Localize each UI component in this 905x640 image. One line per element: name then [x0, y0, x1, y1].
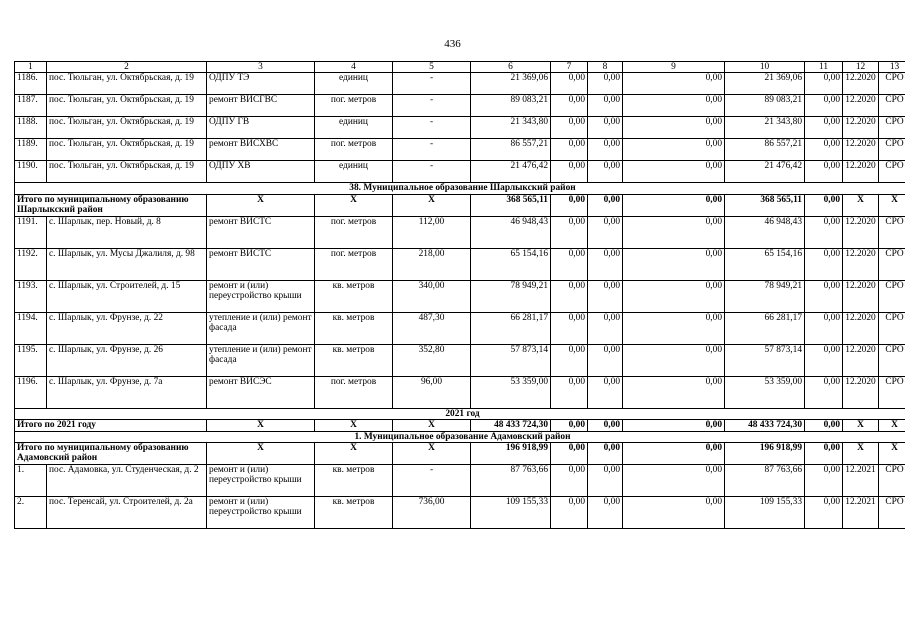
table-cell: с. Шарлык, ул. Фрунзе, д. 7а: [47, 376, 207, 408]
table-cell: 0,00: [551, 95, 588, 117]
table-cell: единиц: [315, 161, 393, 183]
table-cell: пог. метров: [315, 376, 393, 408]
table-cell: 1195.: [15, 344, 47, 376]
table-cell: 0,00: [551, 312, 588, 344]
table-cell: 0,00: [623, 344, 725, 376]
table-row: [15, 117, 905, 139]
table-cell: СРО: [879, 312, 905, 344]
table-cell: ремонт ВИСТС: [207, 216, 315, 248]
table-cell: 736,00: [393, 497, 471, 529]
table-cell: 0,00: [551, 465, 588, 497]
table-cell: СРО: [879, 465, 905, 497]
total-row: [15, 420, 905, 431]
total-cell: 0,00: [551, 443, 588, 465]
table-cell: 0,00: [588, 497, 623, 529]
column-number-1: 1: [15, 62, 47, 73]
table-cell: -: [393, 161, 471, 183]
table-cell: пос. Тюльган, ул. Октябрьская, д. 19: [47, 161, 207, 183]
table-cell: 12.2020: [843, 117, 879, 139]
table-row: [15, 376, 905, 408]
column-number-3: 3: [207, 62, 315, 73]
table-cell: 86 557,21: [471, 139, 551, 161]
table-cell: СРО: [879, 376, 905, 408]
table-cell: 86 557,21: [725, 139, 805, 161]
total-row: [15, 194, 905, 216]
total-cell: 0,00: [623, 420, 725, 431]
table-cell: утепление и (или) ремонт фасада: [207, 312, 315, 344]
table-cell: 0,00: [588, 376, 623, 408]
total-cell: X: [879, 420, 905, 431]
total-label: Итого по муниципальному образованию Шарлыкский район: [15, 194, 207, 216]
table-cell: пос. Теренсай, ул. Строителей, д. 2а: [47, 497, 207, 529]
table-cell: 66 281,17: [725, 312, 805, 344]
table-cell: с. Шарлык, ул. Фрунзе, д. 22: [47, 312, 207, 344]
total-label: Итого по муниципальному образованию Адамовский район: [15, 443, 207, 465]
table-cell: пос. Тюльган, ул. Октябрьская, д. 19: [47, 117, 207, 139]
table-cell: 0,00: [623, 497, 725, 529]
table-cell: 1189.: [15, 139, 47, 161]
total-cell: X: [393, 194, 471, 216]
table-cell: СРО: [879, 117, 905, 139]
table-cell: кв. метров: [315, 465, 393, 497]
table-cell: 57 873,14: [725, 344, 805, 376]
table-cell: 21 476,42: [725, 161, 805, 183]
table-cell: 0,00: [588, 344, 623, 376]
table-cell: 0,00: [551, 248, 588, 280]
table-row: [15, 344, 905, 376]
table-cell: -: [393, 465, 471, 497]
total-cell: 368 565,11: [471, 194, 551, 216]
table-cell: ОДПУ ГВ: [207, 117, 315, 139]
table-cell: 78 949,21: [471, 280, 551, 312]
table-cell: 0,00: [551, 376, 588, 408]
table-cell: 53 359,00: [471, 376, 551, 408]
column-number-9: 9: [623, 62, 725, 73]
table-cell: 96,00: [393, 376, 471, 408]
total-cell: X: [879, 194, 905, 216]
table-cell: -: [393, 139, 471, 161]
table-cell: 12.2021: [843, 497, 879, 529]
table-cell: 0,00: [805, 139, 843, 161]
table-cell: 0,00: [623, 95, 725, 117]
table-cell: 1192.: [15, 248, 47, 280]
table-cell: 0,00: [623, 139, 725, 161]
total-cell: X: [843, 420, 879, 431]
table-cell: 112,00: [393, 216, 471, 248]
table-cell: 0,00: [805, 280, 843, 312]
table-body: [15, 62, 905, 529]
table-cell: кв. метров: [315, 497, 393, 529]
table-row: [15, 73, 905, 95]
table-cell: ОДПУ ТЭ: [207, 73, 315, 95]
table-cell: 12.2021: [843, 465, 879, 497]
table-cell: 12.2020: [843, 95, 879, 117]
table-cell: 21 476,42: [471, 161, 551, 183]
table-cell: ремонт ВИСГВС: [207, 95, 315, 117]
table-cell: 1190.: [15, 161, 47, 183]
table-row: [15, 465, 905, 497]
table-cell: 0,00: [551, 280, 588, 312]
total-cell: 48 433 724,30: [471, 420, 551, 431]
table-cell: 0,00: [551, 139, 588, 161]
table-cell: 0,00: [805, 312, 843, 344]
total-cell: X: [207, 443, 315, 465]
total-cell: X: [315, 194, 393, 216]
column-number-7: 7: [551, 62, 588, 73]
total-cell: X: [315, 420, 393, 431]
table-cell: СРО: [879, 139, 905, 161]
table-cell: 1194.: [15, 312, 47, 344]
total-cell: X: [393, 420, 471, 431]
page-number: 436: [444, 38, 461, 50]
table-cell: 0,00: [623, 117, 725, 139]
table-cell: с. Шарлык, пер. Новый, д. 8: [47, 216, 207, 248]
table-cell: 0,00: [623, 248, 725, 280]
table-cell: 12.2020: [843, 280, 879, 312]
total-cell: X: [843, 443, 879, 465]
total-cell: X: [207, 194, 315, 216]
table-cell: пог. метров: [315, 139, 393, 161]
table-cell: 21 343,80: [725, 117, 805, 139]
table-cell: пос. Тюльган, ул. Октябрьская, д. 19: [47, 73, 207, 95]
table-cell: 87 763,66: [725, 465, 805, 497]
total-row: [15, 443, 905, 465]
table-cell: 0,00: [623, 376, 725, 408]
table-cell: СРО: [879, 95, 905, 117]
table-cell: 78 949,21: [725, 280, 805, 312]
table-cell: 0,00: [805, 117, 843, 139]
table-cell: 0,00: [588, 248, 623, 280]
table-cell: СРО: [879, 497, 905, 529]
table-cell: кв. метров: [315, 312, 393, 344]
table-cell: 66 281,17: [471, 312, 551, 344]
total-cell: X: [315, 443, 393, 465]
table-cell: 12.2020: [843, 216, 879, 248]
table-cell: СРО: [879, 344, 905, 376]
table-cell: СРО: [879, 161, 905, 183]
table-cell: 0,00: [623, 73, 725, 95]
table-cell: 65 154,16: [471, 248, 551, 280]
table-cell: -: [393, 117, 471, 139]
table-cell: 0,00: [805, 344, 843, 376]
total-cell: 0,00: [588, 443, 623, 465]
table-cell: СРО: [879, 216, 905, 248]
table-cell: СРО: [879, 280, 905, 312]
table-cell: утепление и (или) ремонт фасада: [207, 344, 315, 376]
table-cell: 0,00: [588, 139, 623, 161]
total-cell: X: [879, 443, 905, 465]
total-cell: X: [393, 443, 471, 465]
table-cell: ремонт ВИСХВС: [207, 139, 315, 161]
column-number-13: 13: [879, 62, 905, 73]
table-cell: 0,00: [588, 73, 623, 95]
table-cell: пос. Адамовка, ул. Студенческая, д. 2: [47, 465, 207, 497]
column-number-12: 12: [843, 62, 879, 73]
total-cell: X: [843, 194, 879, 216]
table-row: [15, 216, 905, 248]
total-cell: 0,00: [805, 194, 843, 216]
section-heading: 38. Муниципальное образование Шарлыкский район: [15, 183, 905, 194]
table-cell: с. Шарлык, ул. Фрунзе, д. 26: [47, 344, 207, 376]
table-cell: 1193.: [15, 280, 47, 312]
table-cell: единиц: [315, 117, 393, 139]
table-cell: 0,00: [588, 161, 623, 183]
table-cell: 12.2020: [843, 161, 879, 183]
table-cell: пог. метров: [315, 95, 393, 117]
table-cell: 0,00: [588, 216, 623, 248]
column-number-6: 6: [471, 62, 551, 73]
column-number-5: 5: [393, 62, 471, 73]
total-cell: 0,00: [551, 420, 588, 431]
table-cell: 89 083,21: [725, 95, 805, 117]
table-cell: 0,00: [588, 117, 623, 139]
table-cell: 0,00: [551, 216, 588, 248]
table-cell: кв. метров: [315, 280, 393, 312]
table-cell: ремонт ВИСЭС: [207, 376, 315, 408]
table-cell: 0,00: [805, 248, 843, 280]
table-cell: 0,00: [551, 73, 588, 95]
total-label: Итого по 2021 году: [15, 420, 207, 431]
table-cell: 0,00: [805, 465, 843, 497]
section-heading-row: [15, 408, 905, 419]
table-cell: 1187.: [15, 95, 47, 117]
table-cell: 0,00: [551, 344, 588, 376]
total-cell: 0,00: [805, 420, 843, 431]
table-cell: 12.2020: [843, 248, 879, 280]
total-cell: X: [207, 420, 315, 431]
table-cell: с. Шарлык, ул. Строителей, д. 15: [47, 280, 207, 312]
table-cell: -: [393, 73, 471, 95]
column-number-row: [15, 62, 905, 73]
table-cell: ремонт и (или) переустройство крыши: [207, 497, 315, 529]
table-row: [15, 161, 905, 183]
table-cell: 0,00: [623, 161, 725, 183]
table-cell: 12.2020: [843, 376, 879, 408]
total-cell: 48 433 724,30: [725, 420, 805, 431]
table-cell: 109 155,33: [725, 497, 805, 529]
table-cell: 0,00: [805, 497, 843, 529]
table-cell: 0,00: [623, 312, 725, 344]
total-cell: 196 918,99: [725, 443, 805, 465]
table-cell: единиц: [315, 73, 393, 95]
total-cell: 0,00: [551, 194, 588, 216]
table-cell: пог. метров: [315, 216, 393, 248]
table-cell: -: [393, 95, 471, 117]
column-number-11: 11: [805, 62, 843, 73]
section-heading: 2021 год: [15, 408, 905, 419]
column-number-2: 2: [47, 62, 207, 73]
section-heading: 1. Муниципальное образование Адамовский район: [15, 431, 905, 442]
column-number-8: 8: [588, 62, 623, 73]
table-cell: 53 359,00: [725, 376, 805, 408]
table-cell: 12.2020: [843, 344, 879, 376]
table-cell: 0,00: [588, 280, 623, 312]
total-cell: 0,00: [588, 420, 623, 431]
total-cell: 0,00: [805, 443, 843, 465]
table-cell: 352,80: [393, 344, 471, 376]
table-cell: 0,00: [805, 161, 843, 183]
table-row: [15, 95, 905, 117]
table-cell: 1191.: [15, 216, 47, 248]
section-heading-row: [15, 183, 905, 194]
total-cell: 196 918,99: [471, 443, 551, 465]
table-cell: 1188.: [15, 117, 47, 139]
table-cell: 0,00: [623, 280, 725, 312]
column-number-10: 10: [725, 62, 805, 73]
table-cell: ОДПУ ХВ: [207, 161, 315, 183]
table-cell: кв. метров: [315, 344, 393, 376]
table-cell: 0,00: [551, 161, 588, 183]
total-cell: 0,00: [588, 194, 623, 216]
table-cell: ремонт и (или) переустройство крыши: [207, 280, 315, 312]
table-cell: пог. метров: [315, 248, 393, 280]
table-cell: 0,00: [805, 216, 843, 248]
table-cell: 12.2020: [843, 139, 879, 161]
table-cell: 87 763,66: [471, 465, 551, 497]
table-row: [15, 497, 905, 529]
table-cell: 0,00: [623, 465, 725, 497]
table-cell: 89 083,21: [471, 95, 551, 117]
table-cell: 57 873,14: [471, 344, 551, 376]
table-cell: ремонт ВИСТС: [207, 248, 315, 280]
table-cell: 46 948,43: [471, 216, 551, 248]
register-table: [14, 61, 905, 529]
column-number-4: 4: [315, 62, 393, 73]
total-cell: 0,00: [623, 443, 725, 465]
table-cell: 1186.: [15, 73, 47, 95]
table-cell: 0,00: [588, 312, 623, 344]
table-cell: 0,00: [805, 73, 843, 95]
total-cell: 368 565,11: [725, 194, 805, 216]
table-cell: 0,00: [588, 465, 623, 497]
table-cell: с. Шарлык, ул. Мусы Джалиля, д. 98: [47, 248, 207, 280]
table-cell: 0,00: [805, 376, 843, 408]
table-cell: 2.: [15, 497, 47, 529]
table-cell: 12.2020: [843, 73, 879, 95]
table-cell: ремонт и (или) переустройство крыши: [207, 465, 315, 497]
table-row: [15, 312, 905, 344]
table-cell: 65 154,16: [725, 248, 805, 280]
total-cell: 0,00: [623, 194, 725, 216]
table-cell: 1.: [15, 465, 47, 497]
table-cell: 0,00: [551, 497, 588, 529]
table-row: [15, 139, 905, 161]
table-cell: 21 369,06: [725, 73, 805, 95]
table-cell: 46 948,43: [725, 216, 805, 248]
table-cell: 487,30: [393, 312, 471, 344]
table-cell: 0,00: [805, 95, 843, 117]
table-cell: 1196.: [15, 376, 47, 408]
table-cell: 109 155,33: [471, 497, 551, 529]
table-cell: СРО: [879, 248, 905, 280]
table-cell: 0,00: [623, 216, 725, 248]
table-row: [15, 248, 905, 280]
table-cell: 218,00: [393, 248, 471, 280]
table-cell: пос. Тюльган, ул. Октябрьская, д. 19: [47, 95, 207, 117]
table-cell: 340,00: [393, 280, 471, 312]
table-cell: 0,00: [588, 95, 623, 117]
table-cell: 0,00: [551, 117, 588, 139]
table-cell: пос. Тюльган, ул. Октябрьская, д. 19: [47, 139, 207, 161]
table-row: [15, 280, 905, 312]
table-cell: 21 369,06: [471, 73, 551, 95]
table-cell: 12.2020: [843, 312, 879, 344]
section-heading-row: [15, 431, 905, 442]
table-cell: 21 343,80: [471, 117, 551, 139]
table-cell: СРО: [879, 73, 905, 95]
